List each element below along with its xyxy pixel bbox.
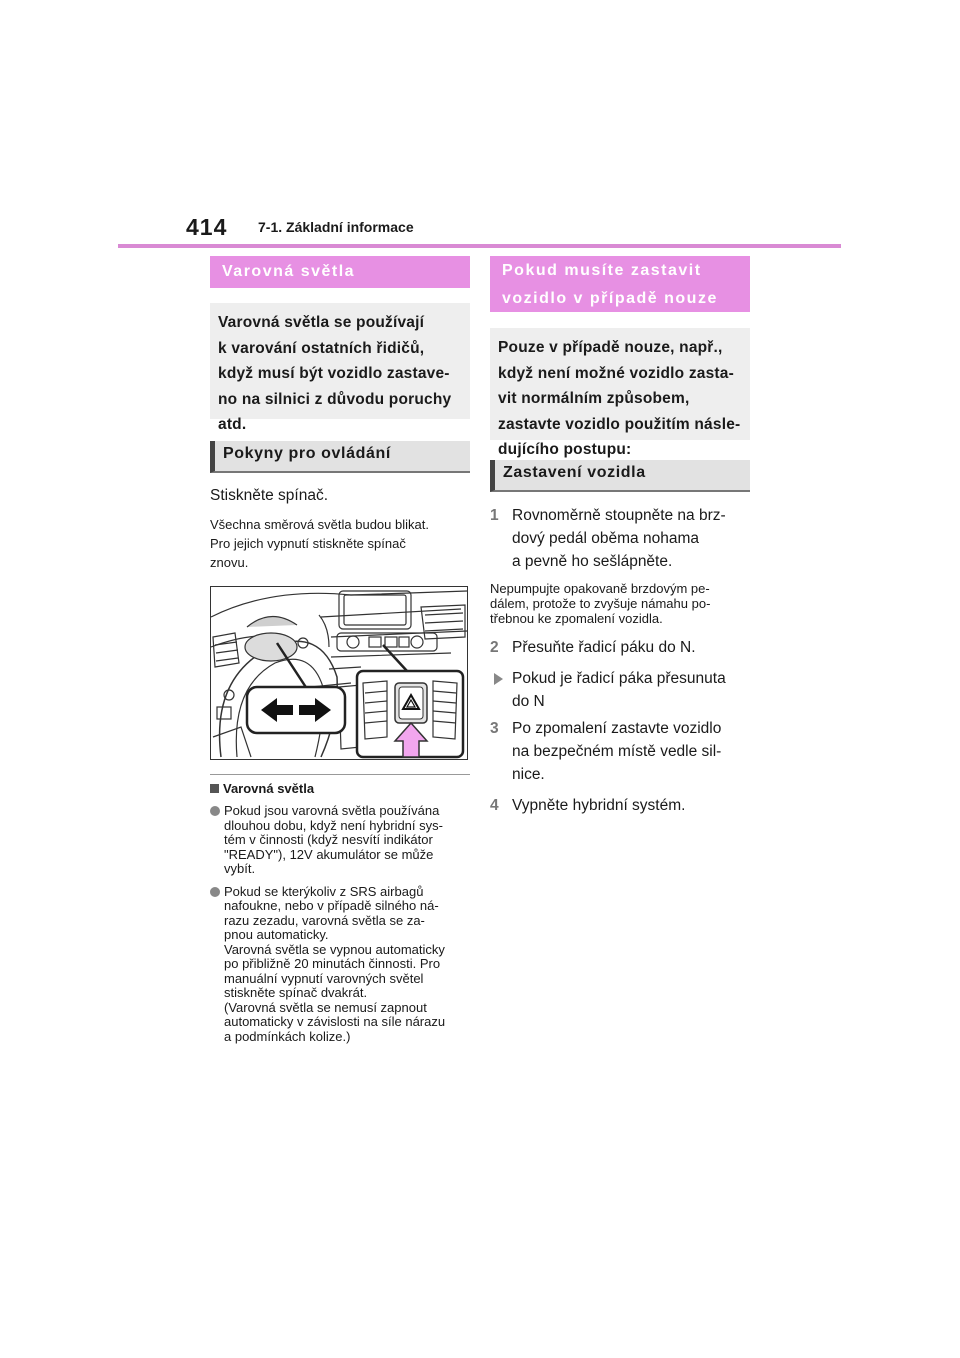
text-line: Varovná světla se vypnou automaticky bbox=[224, 941, 445, 957]
text-line: a pevně ho sešlápněte. bbox=[512, 553, 673, 570]
step-number: 1 bbox=[490, 507, 499, 524]
intro-line: Varovná světla se používají bbox=[218, 314, 425, 331]
text-line: dálem, protože to zvyšuje námahu po- bbox=[490, 596, 711, 611]
blink-description bbox=[210, 515, 470, 572]
page-number: 414 bbox=[186, 214, 228, 240]
text-line: pnou automaticky. bbox=[224, 927, 329, 942]
step-number: 4 bbox=[490, 797, 499, 814]
text-line: dový pedál oběma nohama bbox=[512, 530, 699, 547]
sub-step bbox=[490, 667, 750, 713]
text-line: Vypněte hybridní systém. bbox=[512, 797, 686, 814]
hazard-intro-box bbox=[210, 303, 470, 433]
intro-line: vit normálním způsobem, bbox=[498, 390, 690, 407]
square-bullet-icon bbox=[210, 784, 219, 793]
step-4 bbox=[490, 794, 750, 817]
text-line: (Varovná světla se nemusí zapnout bbox=[224, 999, 427, 1015]
text-line: vybít. bbox=[224, 861, 256, 876]
text-line: a podmínkách kolize.) bbox=[224, 1028, 351, 1044]
text-line: na bezpečném místě vedle sil- bbox=[512, 743, 722, 760]
intro-line: dujícího postupu: bbox=[498, 441, 632, 458]
triangle-bullet-icon bbox=[494, 673, 503, 685]
note-divider bbox=[210, 774, 470, 775]
press-switch-text: Stiskněte spínač. bbox=[210, 487, 329, 504]
circle-bullet-icon bbox=[210, 806, 220, 816]
text-line: do N bbox=[512, 693, 545, 710]
text-line: Nepumpujte opakovaně brzdovým pe- bbox=[490, 581, 710, 596]
heading-line: vozidlo v případě nouze bbox=[502, 290, 718, 307]
text-line: znovu. bbox=[210, 555, 249, 570]
subheading-stopping-vehicle: Zastavení vozidla bbox=[490, 460, 750, 492]
text-line: tém v činnosti (když nesvítí indikátor bbox=[224, 832, 433, 847]
text-line: Všechna směrová světla budou blikat. bbox=[210, 517, 429, 532]
text-line: dlouhou dobu, když není hybridní sys- bbox=[224, 817, 443, 833]
intro-line: když není možné vozidlo zasta- bbox=[498, 364, 734, 382]
text-line: nafoukne, nebo v případě silného ná- bbox=[224, 898, 439, 913]
text-line: Pokud jsou varovná světla používána bbox=[224, 803, 440, 818]
text-line: stiskněte spínač dvakrát. bbox=[224, 985, 368, 1000]
text-line: nice. bbox=[512, 766, 545, 783]
header-rule bbox=[118, 244, 841, 248]
step-1 bbox=[490, 504, 750, 573]
text-line: po přibližně 20 minutách činnosti. Pro bbox=[224, 956, 441, 971]
text-line: Přesuňte řadicí páku do N. bbox=[512, 639, 696, 656]
note-title bbox=[210, 781, 470, 796]
left-column bbox=[210, 256, 470, 1044]
text-line: Rovnoměrně stoupněte na brz- bbox=[512, 507, 726, 524]
text-line: manuální vypnutí varovných světel bbox=[224, 970, 424, 986]
step-2 bbox=[490, 636, 750, 659]
text-line: "READY"), 12V akumulátor se může bbox=[224, 846, 434, 862]
section-heading-hazard-lights: Varovná světla bbox=[210, 256, 470, 288]
text-line: třebnou ke zpomalení vozidla. bbox=[490, 611, 663, 626]
step-1-note bbox=[490, 581, 750, 626]
turn-signal-arrows-icon bbox=[247, 687, 345, 733]
intro-line: když musí být vozidlo zastave- bbox=[218, 365, 450, 382]
text-line: automaticky v závislosti na síle nárazu bbox=[224, 1014, 446, 1029]
step-3 bbox=[490, 717, 750, 786]
text-line: Pokud se kterýkoliv z SRS airbagů bbox=[224, 883, 424, 899]
note-item bbox=[210, 804, 470, 877]
text-line: Pro jejich vypnutí stiskněte spínač bbox=[210, 536, 406, 551]
note-item bbox=[210, 885, 470, 1045]
dashboard-illustration bbox=[210, 586, 468, 760]
dashboard-svg bbox=[211, 587, 467, 759]
heading-line: Pokud musíte zastavit bbox=[502, 262, 702, 279]
step-number: 2 bbox=[490, 639, 499, 656]
intro-line: Pouze v případě nouze, např., bbox=[498, 339, 723, 356]
circle-bullet-icon bbox=[210, 887, 220, 897]
subheading-controls: Pokyny pro ovládání bbox=[210, 441, 470, 473]
chapter-title: 7-1. Základní informace bbox=[258, 219, 414, 235]
intro-line: zastavte vozidlo použitím násle- bbox=[498, 415, 741, 433]
text-line: Po zpomalení zastavte vozidlo bbox=[512, 720, 722, 737]
section-heading-emergency-stop bbox=[490, 256, 750, 312]
emergency-intro-box bbox=[490, 328, 750, 458]
step-number: 3 bbox=[490, 720, 499, 737]
intro-line: no na silnici z důvodu poruchy bbox=[218, 390, 452, 408]
intro-line: atd. bbox=[218, 416, 247, 433]
right-column bbox=[490, 256, 750, 817]
text-line: razu zezadu, varovná světla se za- bbox=[224, 912, 425, 928]
note-title-text: Varovná světla bbox=[223, 781, 315, 796]
text-line: Pokud je řadicí páka přesunuta bbox=[512, 670, 726, 687]
intro-line: k varování ostatních řidičů, bbox=[218, 339, 425, 357]
